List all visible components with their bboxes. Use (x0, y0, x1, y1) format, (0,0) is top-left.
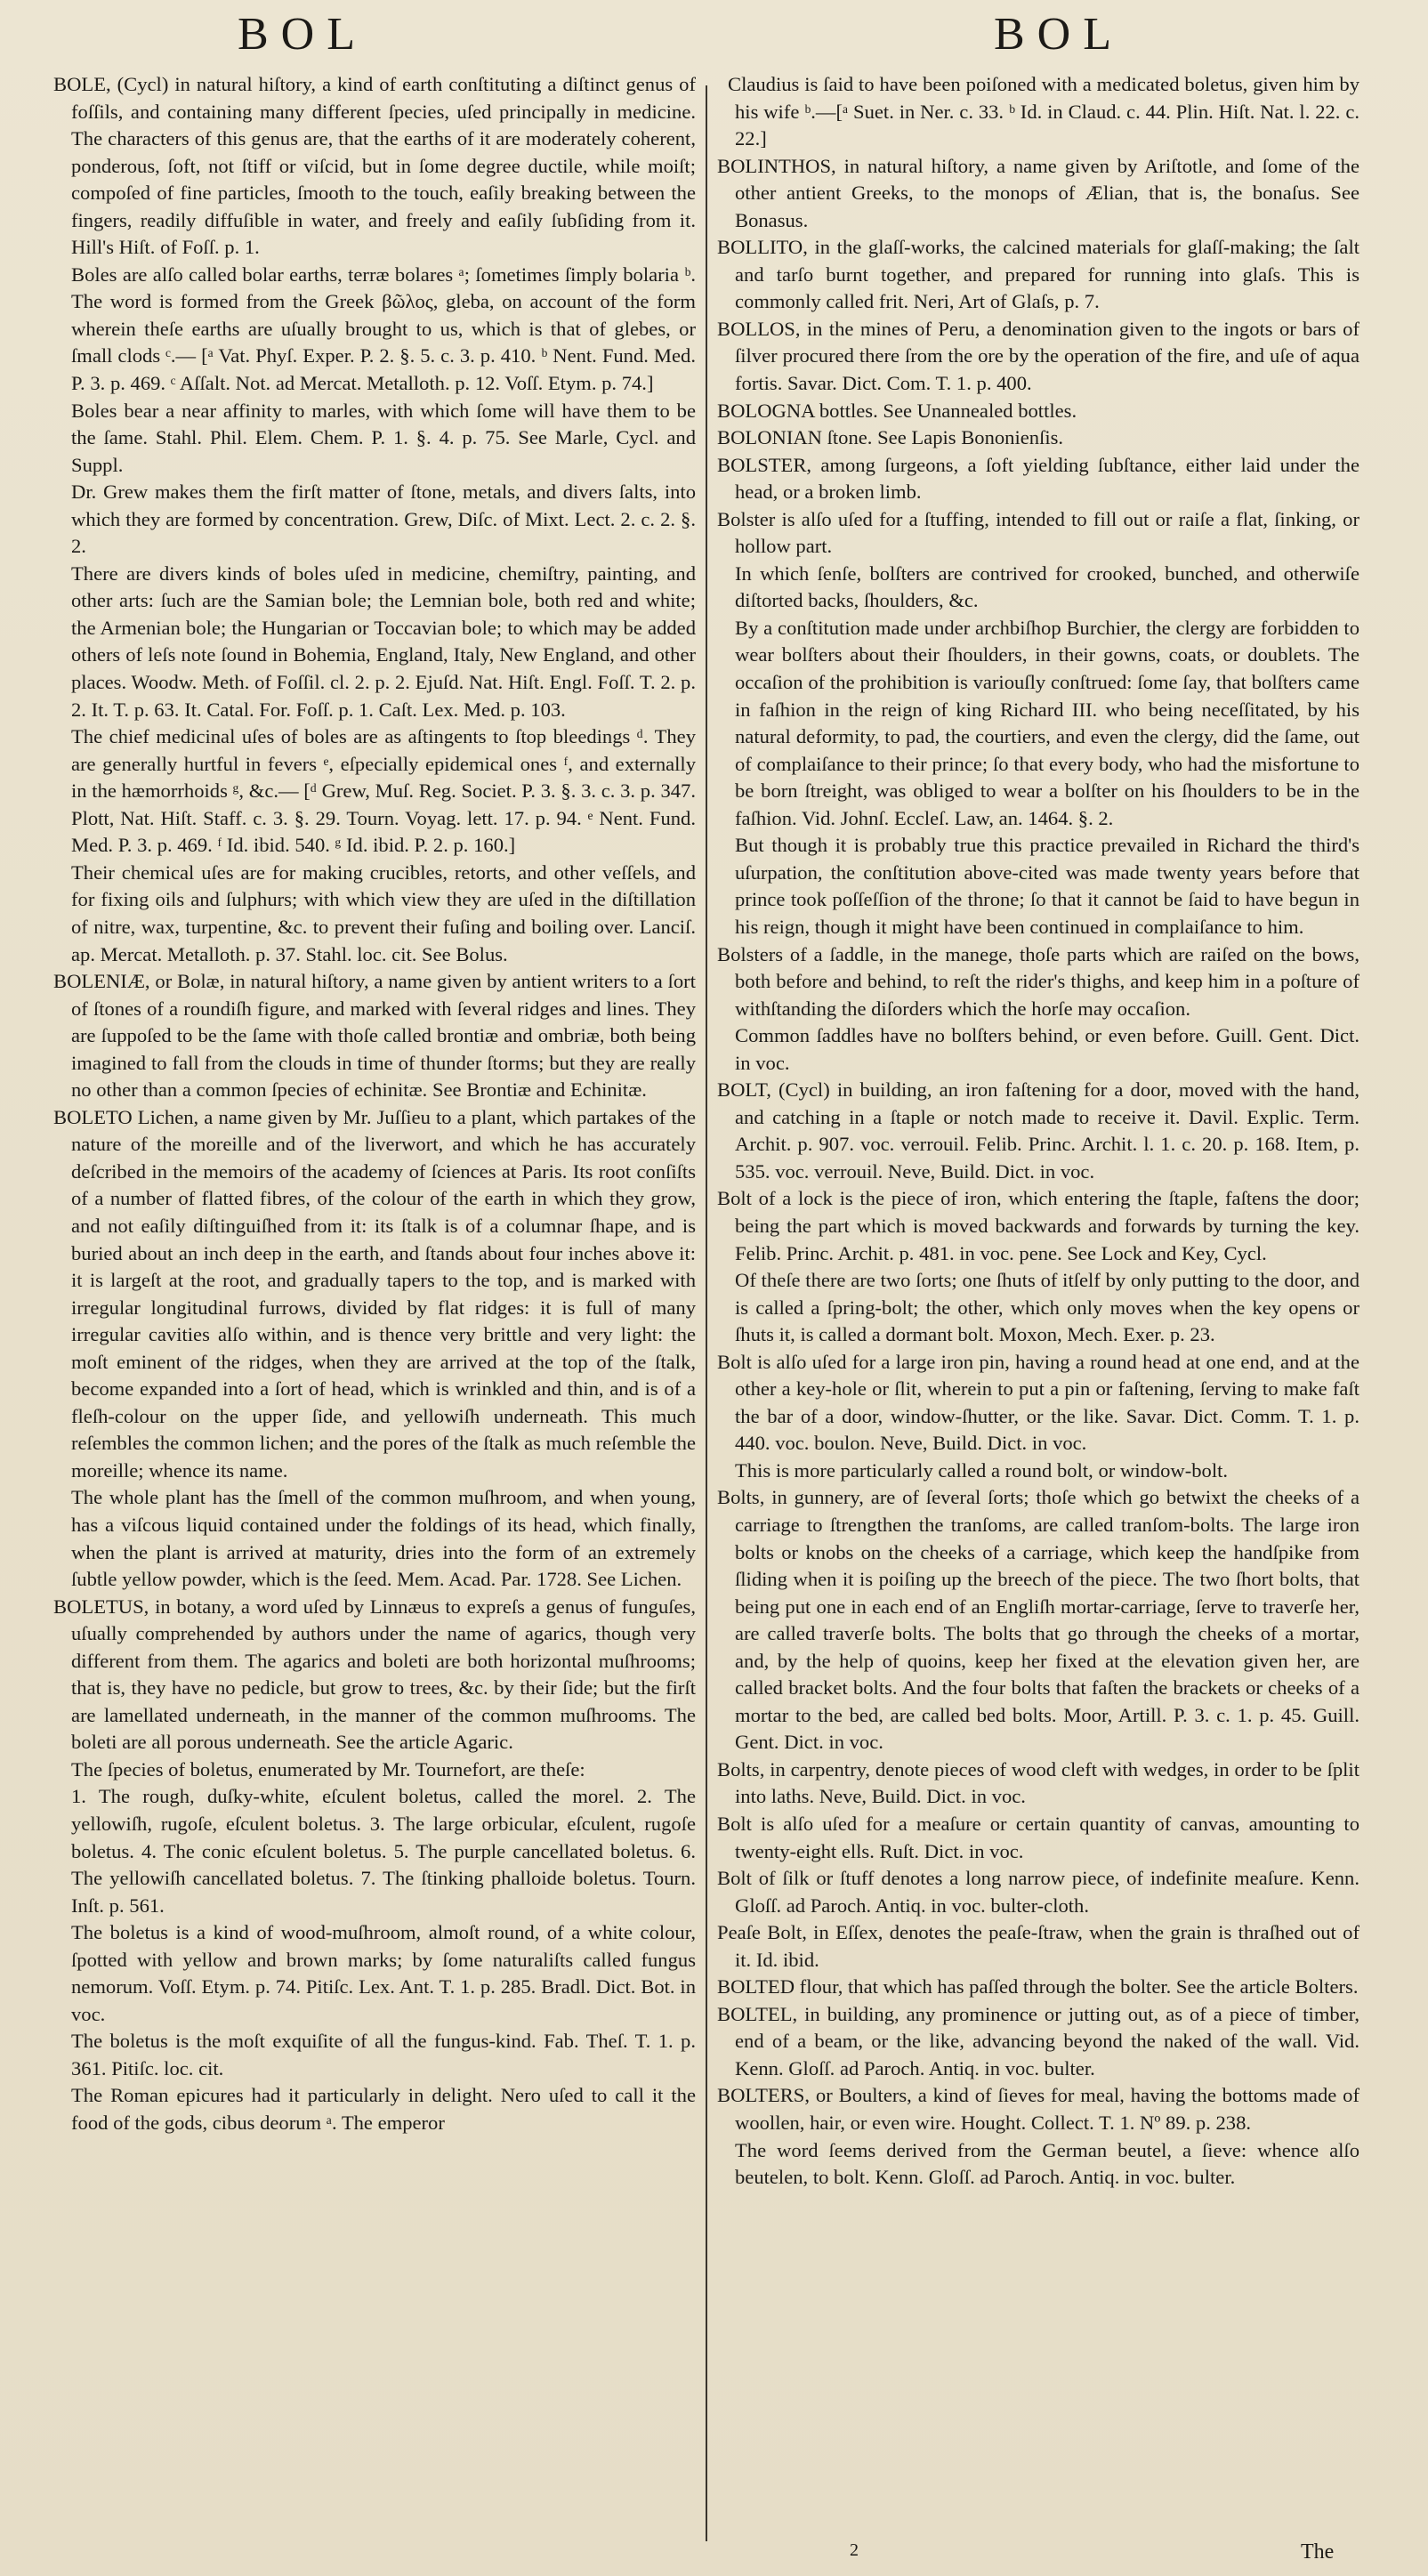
entry-paragraph: 1. The rough, duſky-white, eſculent boletus, called the morel. 2. The yellowiſh, rugoſe, eſculent boletus. 3. The large orbicular, eſculent, rugoſe boletus. 4. The conic eſculent boletus. 5. The purple cancellated boletus. 6. The yellowiſh cancellated boletus. 7. The ſtinking phalloide boletus. Tourn. Inſt. p. 561. (71, 1785, 696, 1917)
dictionary-entry: BOLTED flour, that which has paſſed through the bolter. See the article Bolters. (717, 1975, 1359, 1999)
dictionary-entry: BOLLITO, in the glaſſ-works, the calcined materials for glaſſ-making; the ſalt and tarſo burnt together, and prepared for running into glaſs. This is commonly called frit. Neri, Art of Glaſs, p. 7. (717, 236, 1359, 313)
entry-paragraph: Of theſe there are two ſorts; one ſhuts of itſelf by only putting to the door, and is called a ſpring-bolt; the other, which only moves when the key opens or ſhuts it, is called a dormant bolt. Moxon, Mech. Exer. p. 23. (735, 1269, 1359, 1346)
entry-paragraph: In which ſenſe, bolſters are contrived for crooked, bunched, and otherwiſe diſtorted backs, ſhoulders, &c. (735, 561, 1359, 612)
entry-paragraph: Claudius is ſaid to have been poiſoned with a medicated boletus, given him by his wife ᵇ.—[ᵃ Suet. in Ner. c. 33. ᵇ Id. in Claud. c. 44. Plin. Hiſt. Nat. l. 22. c. 22.] (728, 73, 1359, 150)
dictionary-entry: BOLONIAN ſtone. See Lapis Bononienſis. (717, 426, 1064, 449)
running-head-left: BOL (238, 9, 367, 60)
catchword: The (1301, 2540, 1335, 2564)
dictionary-entry: Bolt is alſo uſed for a meaſure or certain quantity of canvas, amounting to twenty-eight ells. Ruſt. Dict. in voc. (717, 1813, 1359, 1862)
dictionary-entry: BOLENIÆ, or Bolæ, in natural hiſtory, a name given by antient writers to a ſort of ſtones of a roundiſh figure, and marked with ſeveral ridges and lines. They are ſuppoſed to be the ſame with thoſe called brontiæ and ombriæ, both being imagined to fall from the clouds in time of thunder ſtorms; but they are really no other than a common ſpecies of echinitæ. See Brontiæ and Echinitæ. (53, 970, 696, 1102)
entry-paragraph: Dr. Grew makes them the firſt matter of ſtone, metals, and divers ſalts, into which they are formed by concentration. Grew, Diſc. of Mixt. Lect. 2. c. 2. §. 2. (71, 480, 696, 558)
entry-paragraph: Boles are alſo called bolar earths, terræ bolares ᵃ; ſometimes ſimply bolaria ᵇ. The word is formed from the Greek βῶλος, gleba, on account of the form wherein theſe earths are uſually brought to us, which is that of glebes, or ſmall clods ᶜ.— [ᵃ Vat. Phyſ. Exper. P. 2. §. 5. c. 3. p. 410. ᵇ Nent. Fund. Med. P. 3. p. 469. ᶜ Aſſalt. Not. ad Mercat. Metalloth. p. 12. Voſſ. Etym. p. 74.] (71, 262, 696, 395)
entry-paragraph: The word ſeems derived from the German beutel, a ſieve: whence alſo beutelen, to bolt. Kenn. Gloſſ. ad Paroch. Antiq. in voc. bulter. (735, 2138, 1359, 2189)
dictionary-entry: Bolsters of a ſaddle, in the manege, thoſe parts which are raiſed on the bows, both before and behind, to reſt the rider's thighs, and keep him in a poſture of withſtanding the diſorders which the horſe may occaſion. (717, 942, 1359, 1020)
dictionary-entry: Bolt of a lock is the piece of iron, which entering the ſtaple, faſtens the door; being the part which is moved backwards and forwards by turning the key. Felib. Princ. Archit. p. 481. in voc. pene. See Lock and Key, Cycl. (717, 1187, 1359, 1264)
entry-paragraph: The chief medicinal uſes of boles are as aſtingents to ſtop bleedings ᵈ. They are generally hurtful in fevers ᵉ, eſpecially epidemical ones ᶠ, and externally in the hæmorrhoids ᵍ, &c.— [ᵈ Grew, Muſ. Reg. Societ. P. 3. §. 3. c. 3. p. 347. Plott, Nat. Hiſt. Staff. c. 3. §. 29. Tourn. Voyag. lett. 17. p. 94. ᵉ Nent. Fund. Med. P. 3. p. 469. ᶠ Id. ibid. 540. ᵍ Id. ibid. P. 2. p. 160.] (71, 725, 696, 857)
entry-paragraph: This is more particularly called a round bolt, or window-bolt. (735, 1458, 1229, 1482)
dictionary-entry: Bolt of ſilk or ſtuff denotes a long narrow piece, of indefinite meaſure. Kenn. Gloſſ. ad Paroch. Antiq. in voc. bulter-cloth. (717, 1867, 1359, 1917)
dictionary-entry: BOLOGNA bottles. See Unannealed bottles. (717, 399, 1077, 422)
entry-paragraph: The ſpecies of boletus, enumerated by Mr. Tournefort, are theſe: (71, 1757, 585, 1781)
column-rule (706, 85, 707, 2541)
dictionary-entry: BOLTEL, in building, any prominence or jutting out, as of a piece of timber, end of a beam, or the like, advancing beyond the naked of the wall. Vid. Kenn. Gloſſ. ad Paroch. Antiq. in voc. bulter. (717, 2002, 1359, 2079)
signature-mark: 2 (850, 2540, 859, 2560)
left-column (53, 71, 696, 2518)
entry-paragraph: Their chemical uſes are for making crucibles, retorts, and other veſſels, and for fixing oils and ſulphurs; with which view they are uſed in the diſtillation of nitre, wax, turpentine, &c. to prevent their fuſing and boiling over. Lanciſ. ap. Mercat. Metalloth. p. 37. Stahl. loc. cit. See Bolus. (71, 860, 696, 965)
entry-paragraph: Common ſaddles have no bolſters behind, or even before. Guill. Gent. Dict. in voc. (735, 1024, 1359, 1074)
dictionary-entry: BOLSTER, among ſurgeons, a ſoft yielding ſubſtance, either laid under the head, or a broken limb. (717, 453, 1359, 504)
entry-paragraph: The Roman epicures had it particularly in delight. Nero uſed to call it the food of the gods, cibus deorum ᵃ. The emperor (71, 2084, 696, 2135)
dictionary-entry: Bolt is alſo uſed for a large iron pin, having a round head at one end, and at the other a key-hole or ſlit, wherein to put a pin or faſtening, ſerving to make faſt the bar of a door, window-ſhutter, or the like. Savar. Dict. Comm. T. 1. p. 440. voc. boulon. Neve, Build. Dict. in voc. (717, 1350, 1359, 1455)
dictionary-entry: BOLETUS, in botany, a word uſed by Linnæus to expreſs a genus of funguſes, uſually comprehended by authors under the name of agarics, though very different from them. The agarics and boleti are both horizontal muſhrooms; that is, they have no pedicle, but grow to trees, &c. by their ſide; but the firſt are lamellated underneath, in the manner of the common muſhrooms. The boleti are all porous underneath. See the article Agaric. (53, 1595, 696, 1754)
dictionary-entry: Bolster is alſo uſed for a ſtuffing, intended to fill out or raiſe a flat, ſinking, or hollow part. (717, 507, 1359, 558)
dictionary-entry: BOLETO Lichen, a name given by Mr. Juſſieu to a plant, which partakes of the nature of the moreille and of the liverwort, and which he has accurately deſcribed in the memoirs of the academy of ſciences at Paris. Its root conſiſts of a number of flatted fibres, of the colour of the earth in which they grow, and not eaſily diſtinguiſhed from it: its ſtalk is of a columnar ſhape, and is buried about an inch deep in the earth, and ſtands about four inches above it: it is largeſt at the root, and gradually tapers to the top, and is marked with irregular longitudinal furrows, divided by flat ridges: it is full of many irregular cavities alſo within, and is thence very brittle and very light: the moſt eminent of the ridges, when they are arrived at the top of the ſtalk, become expanded into a ſort of head, which is wrinkled and thin, and is of a fleſh-colour on the upper ſide, and yellowiſh underneath. This much reſembles the common lichen; and the pores of the ſtalk as much reſemble the moreille; whence its name. (53, 1105, 696, 1482)
dictionary-entry: BOLTERS, or Boulters, a kind of ſieves for meal, having the bottoms made of woollen, hair, or even wire. Hought. Collect. T. 1. Nº 89. p. 238. (717, 2084, 1359, 2135)
entry-paragraph: By a conſtitution made under archbiſhop Burchier, the clergy are forbidden to wear bolſters about their ſhoulders, in their gowns, coats, or doublets. The occaſion of the prohibition is variouſly conſtrued: ſome ſay, that bolſters came in faſhion in the reign of king Richard III. who being neceſſitated, by his natural deformity, to pad, the courtiers, and even the clergy, did the ſame, out of complaiſance to their prince; ſo that every body, who had the misfortune to be born ſtreight, was obliged to wear a bolſter on his ſhoulders to be in the faſhion. Vid. Johnſ. Eccleſ. Law, an. 1464. §. 2. (735, 616, 1359, 829)
right-column (717, 71, 1359, 2518)
entry-paragraph: Boles bear a near affinity to marles, with which ſome will have them to be the ſame. Stahl. Phil. Elem. Chem. P. 1. §. 4. p. 75. See Marle, Cycl. and Suppl. (71, 399, 696, 476)
dictionary-entry: BOLT, (Cycl) in building, an iron faſtening for a door, moved with the hand, and catching in a ſtaple or notch made to receive it. Davil. Explic. Term. Archit. p. 907. voc. verrouil. Felib. Princ. Archit. l. 1. c. 20. p. 168. Item, p. 535. voc. verrouil. Neve, Build. Dict. in voc. (717, 1078, 1359, 1183)
entry-paragraph: There are divers kinds of boles uſed in medicine, chemiſtry, painting, and other arts: ſuch are the Samian bole; the Lemnian bole, both red and white; the Armenian bole; the Hungarian or Toccavian bole; to which may be added others of leſs note ſound in Bohemia, England, Italy, New England, and other places. Woodw. Meth. of Foſſil. cl. 2. p. 2. Ejuſd. Nat. Hiſt. Engl. Foſſ. T. 2. p. 2. It. T. p. 63. It. Catal. For. Foſſ. p. 1. Caſt. Lex. Med. p. 103. (71, 561, 696, 721)
entry-paragraph: But though it is probably true this practice prevailed in Richard the third's uſurpation, the conſtitution above-cited was made twenty years before that prince took poſſeſſion of the throne; ſo that it cannot be ſaid to have begun in his reign, though it might have been continued in complaiſance to him. (735, 834, 1359, 938)
entry-paragraph: The boletus is the moſt exquiſite of all the fungus-kind. Fab. Theſ. T. 1. p. 361. Pitiſc. loc. cit. (71, 2030, 696, 2079)
dictionary-entry: BOLINTHOS, in natural hiſtory, a name given by Ariſtotle, and ſome of the other antient Greeks, to the monops of Ælian, that is, the bonaſus. See Bonasus. (717, 154, 1359, 231)
dictionary-entry: Bolts, in carpentry, denote pieces of wood cleft with wedges, in order to be ſplit into laths. Neve, Build. Dict. in voc. (717, 1757, 1359, 1808)
dictionary-entry: Peaſe Bolt, in Eſſex, denotes the peaſe-ſtraw, when the grain is thraſhed out of it. Id. ibid. (717, 1921, 1359, 1971)
running-head-right: BOL (994, 9, 1124, 60)
entry-paragraph: The boletus is a kind of wood-muſhroom, almoſt round, of a white colour, ſpotted with yellow and brown marks; by ſome naturaliſts called fungus nemorum. Voſſ. Etym. p. 74. Pitiſc. Lex. Ant. T. 1. p. 285. Bradl. Dict. Bot. in voc. (71, 1921, 696, 2025)
dictionary-entry: Bolts, in gunnery, are of ſeveral ſorts; thoſe which go betwixt the cheeks of a carriage to ſtrengthen the tranſoms, are called tranſom-bolts. The large iron bolts or knobs on the cheeks of a carriage, which keep the handſpike from ſliding when it is poiſing up the breech of the piece. The two ſhort bolts, that being put one in each end of an Engliſh mortar-carriage, ſerve to traverſe her, are called traverſe bolts. The bolts that go through the cheeks of a mortar, and, by the help of quoins, keep her fixed at the elevation given her, are called bracket bolts. And the four bolts that faſten the brackets or cheeks of a mortar to the bed, are called bed bolts. Moor, Artill. P. 3. c. 1. p. 45. Guill. Gent. Dict. in voc. (717, 1486, 1359, 1754)
entry-paragraph: The whole plant has the ſmell of the common muſhroom, and when young, has a viſcous liquid contained under the foldings of its head, which finally, when the plant is arrived at maturity, dries into the form of an extremely ſubtle yellow powder, which is the ſeed. Mem. Acad. Par. 1728. See Lichen. (71, 1486, 696, 1591)
dictionary-entry: BOLE, (Cycl) in natural hiſtory, a kind of earth conſtituting a diſtinct genus of foſſils, and containing many different ſpecies, uſed principally in medicine. The characters of this genus are, that the earths of it are moderately coherent, ponderous, ſoft, not ſtiff or viſcid, but in ſome degree ductile, while moiſt; compoſed of fine particles, ſmooth to the touch, eaſily breaking between the fingers, readily diffuſible in water, and freely and eaſily ſubſiding from it. Hill's Hiſt. of Foſſ. p. 1. (53, 73, 696, 259)
dictionary-entry: BOLLOS, in the mines of Peru, a denomination given to the ingots or bars of ſilver procured there ſrom the ore by the operation of the fire, and uſe of aqua fortis. Savar. Dict. Com. T. 1. p. 400. (717, 317, 1359, 395)
